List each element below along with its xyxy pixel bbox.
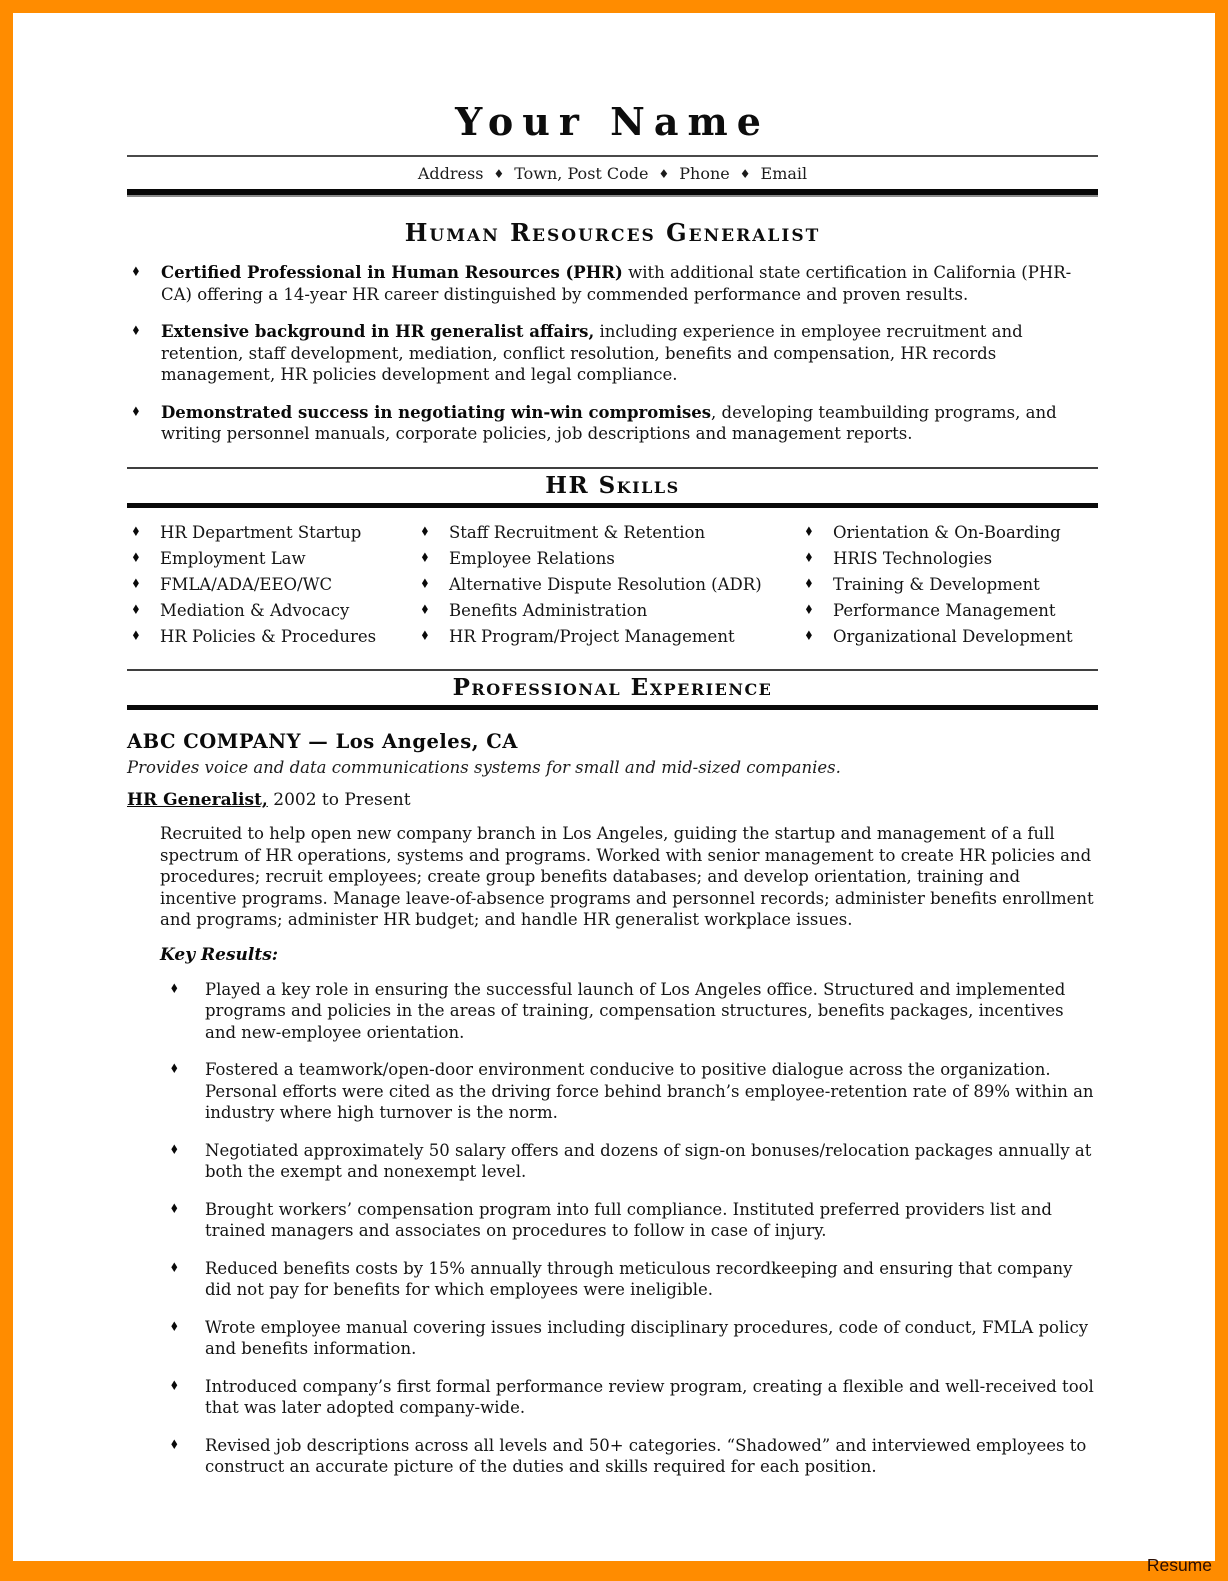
skill-label: HRIS Technologies	[833, 548, 993, 568]
company-description: Provides voice and data communications systems for small and mid-sized companies.	[127, 758, 841, 777]
skill-label: Orientation & On-Boarding	[833, 522, 1061, 542]
contact-line	[127, 157, 1098, 189]
diamond-bullet-icon: ♦	[420, 576, 430, 592]
skill-label: HR Program/Project Management	[449, 626, 735, 646]
skills-grid	[127, 523, 1098, 648]
skill-item	[800, 523, 1098, 544]
diamond-bullet-icon: ♦	[131, 602, 141, 618]
key-result-text: Brought workers’ compensation program into full compliance. Instituted preferred providers list and trained managers and associates on procedures to follow in case of injury.	[205, 1199, 1052, 1240]
skill-item	[127, 549, 416, 570]
job-title: HR Generalist,	[127, 790, 268, 810]
diamond-bullet-icon: ♦	[169, 981, 180, 997]
diamond-bullet-icon: ♦	[420, 524, 430, 540]
diamond-bullet-icon: ♦	[804, 628, 814, 644]
key-result-text: Reduced benefits costs by 15% annually through meticulous recordkeeping and ensuring that company did not pay for benefits for which employees were ineligible.	[205, 1258, 1073, 1299]
diamond-bullet-icon: ♦	[131, 404, 141, 420]
diamond-bullet-icon: ♦	[804, 602, 814, 618]
summary-bullet-text	[161, 321, 1098, 386]
key-result-item	[167, 1317, 1098, 1360]
key-result-item	[167, 1199, 1098, 1242]
diamond-bullet-icon: ♦	[804, 550, 814, 566]
summary-bullet	[127, 321, 1098, 386]
diamond-bullet-icon: ♦	[420, 550, 430, 566]
diamond-separator-icon: ♦	[658, 167, 670, 181]
skill-label: Alternative Dispute Resolution (ADR)	[449, 574, 762, 594]
summary-bullet-lead: Demonstrated success in negotiating win-win compromises	[161, 402, 712, 422]
skills-column-1	[127, 523, 416, 648]
summary-bullet-body: including experience in employee recruitment and retention, staff development, mediation, conflict resolution, benefits and compensation, HR records management, HR policies development and legal compliance.	[161, 322, 1023, 384]
diamond-bullet-icon: ♦	[420, 628, 430, 644]
company-name: ABC COMPANY — Los Angeles, CA	[127, 730, 518, 753]
key-result-item	[167, 979, 1098, 1044]
job-summary: Recruited to help open new company branch in Los Angeles, guiding the startup and management of a full spectrum of HR operations, systems and programs. Worked with senior management to create HR policies and procedures; recruit employees; create group benefits databases; and develop orientation, training and incentive programs. Manage leave-of-absence programs and personnel records; administer benefits enrollment and programs; administer HR budget; and handle HR generalist workplace issues.	[160, 824, 1094, 929]
summary-bullet-lead: Extensive background in HR generalist affairs,	[161, 322, 595, 341]
key-result-text: Fostered a teamwork/open-door environment conducive to positive dialogue across the organization. Personal efforts were cited as the driving force behind branch’s employee-retention rate of 89% within an industry where high turnover is the norm.	[205, 1060, 1094, 1122]
contact-phone: Phone	[679, 164, 730, 183]
diamond-bullet-icon: ♦	[131, 524, 141, 540]
summary-bullet	[127, 262, 1098, 305]
skill-item	[127, 523, 416, 544]
diamond-bullet-icon: ♦	[804, 576, 814, 592]
key-result-text: Wrote employee manual covering issues including disciplinary procedures, code of conduct, FMLA policy and benefits information.	[205, 1317, 1089, 1358]
key-result-item	[167, 1059, 1098, 1124]
skill-label: Employee Relations	[449, 548, 615, 568]
key-result-item	[167, 1435, 1098, 1478]
key-result-text: Introduced company’s first formal performance review program, creating a flexible and well-received tool that was later adopted company-wide.	[205, 1376, 1094, 1417]
skill-label: Training & Development	[833, 574, 1040, 594]
key-result-item	[167, 1140, 1098, 1183]
diamond-bullet-icon: ♦	[169, 1142, 180, 1158]
diamond-bullet-icon: ♦	[131, 628, 141, 644]
summary-bullet	[127, 402, 1098, 445]
skill-item	[800, 575, 1098, 596]
skill-item	[800, 601, 1098, 622]
skill-item	[416, 575, 800, 596]
diamond-bullet-icon: ♦	[804, 524, 814, 540]
key-result-item	[167, 1376, 1098, 1419]
job-dates: 2002 to Present	[267, 790, 411, 810]
key-result-text: Played a key role in ensuring the successful launch of Los Angeles office. Structured and implemented programs and policies in the areas of training, compensation structures, benefits packages, incentives and new-employee orientation.	[205, 979, 1066, 1042]
diamond-bullet-icon: ♦	[131, 550, 141, 566]
skill-label: HR Department Startup	[160, 522, 362, 542]
skill-item	[416, 523, 800, 544]
summary-bullet-lead: Certified Professional in Human Resources (PHR)	[161, 263, 623, 282]
summary-bullet-list	[127, 262, 1098, 445]
skill-item	[127, 575, 416, 596]
diamond-bullet-icon: ♦	[169, 1378, 180, 1394]
skill-item	[800, 627, 1098, 648]
summary-bullet-text	[161, 262, 1098, 305]
summary-bullet-text	[161, 402, 1098, 445]
diamond-bullet-icon: ♦	[131, 576, 141, 592]
skill-label: Staff Recruitment & Retention	[449, 522, 706, 542]
diamond-bullet-icon: ♦	[169, 1319, 180, 1335]
key-results-label: Key Results:	[160, 944, 279, 965]
skill-item	[127, 601, 416, 622]
job-title-line	[127, 790, 1098, 810]
diamond-bullet-icon: ♦	[169, 1260, 180, 1276]
section-heading-professional-experience: Professional Experience	[452, 674, 773, 701]
key-result-text: Negotiated approximately 50 salary offers and dozens of sign-on bonuses/relocation packages annually at both the exempt and nonexempt level.	[205, 1140, 1092, 1181]
key-results-list	[167, 979, 1098, 1478]
skill-label: Mediation & Advocacy	[160, 600, 350, 620]
summary-bullet-body: with additional state certification in California (PHR-CA) offering a 14-year HR career distinguished by commended performance and proven results.	[161, 263, 1072, 304]
diamond-bullet-icon: ♦	[169, 1437, 180, 1453]
watermark-resume-label: Resume	[1146, 1555, 1212, 1575]
resume-content	[127, 13, 1098, 1494]
section-heading-hr-skills: HR Skills	[545, 471, 680, 499]
header-thick-divider	[127, 189, 1098, 197]
contact-address: Address	[417, 164, 484, 183]
summary-bullet-body: , developing teambuilding programs, and writing personnel manuals, corporate policies, job descriptions and management reports.	[161, 402, 1057, 443]
skills-column-2	[416, 523, 800, 648]
diamond-separator-icon: ♦	[493, 167, 505, 181]
section-band-hr-skills	[127, 467, 1098, 508]
skill-label: Organizational Development	[833, 626, 1073, 646]
contact-town: Town, Post Code	[514, 164, 649, 183]
diamond-separator-icon: ♦	[739, 167, 751, 181]
skill-label: FMLA/ADA/EEO/WC	[160, 574, 333, 594]
section-title-hr-generalist: Human Resources Generalist	[404, 218, 821, 247]
skill-label: HR Policies & Procedures	[160, 626, 377, 646]
skill-item	[127, 627, 416, 648]
contact-email: Email	[760, 164, 808, 183]
skills-column-3	[800, 523, 1098, 648]
diamond-bullet-icon: ♦	[169, 1201, 180, 1217]
skill-item	[800, 549, 1098, 570]
diamond-bullet-icon: ♦	[131, 265, 141, 280]
section-band-professional-experience	[127, 669, 1098, 710]
diamond-bullet-icon: ♦	[169, 1062, 180, 1077]
skill-label: Performance Management	[833, 600, 1056, 620]
skill-item	[416, 627, 800, 648]
page-title: Your Name	[455, 99, 770, 144]
diamond-bullet-icon: ♦	[131, 324, 141, 339]
key-result-text: Revised job descriptions across all levels and 50+ categories. “Shadowed” and interviewed employees to construct an accurate picture of the duties and skills required for each position.	[205, 1435, 1087, 1476]
skill-item	[416, 549, 800, 570]
diamond-bullet-icon: ♦	[420, 602, 430, 618]
skill-item	[416, 601, 800, 622]
skill-label: Employment Law	[160, 548, 306, 568]
key-result-item	[167, 1258, 1098, 1301]
skill-label: Benefits Administration	[449, 600, 648, 620]
